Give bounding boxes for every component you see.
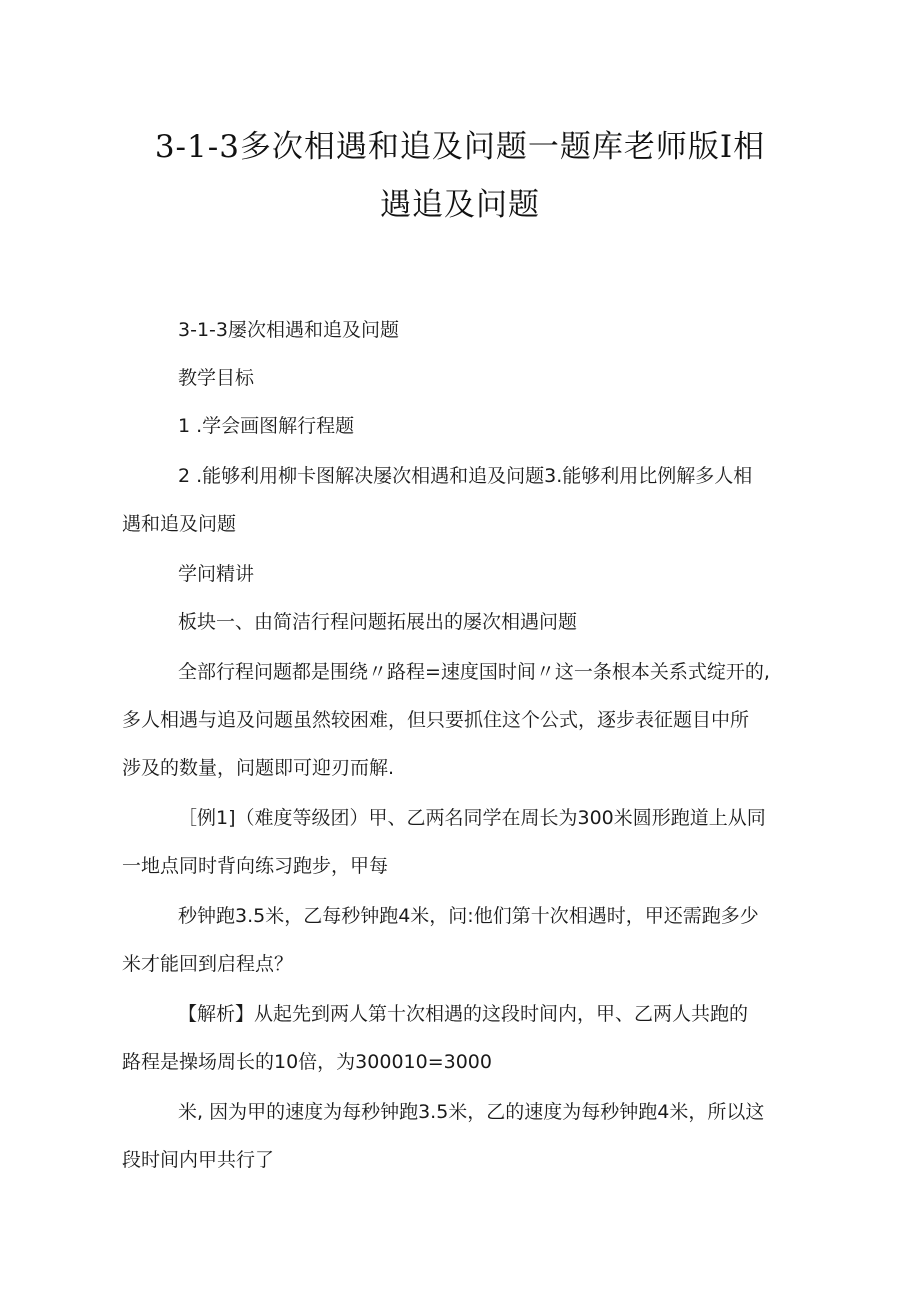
block-heading: 板块一、由简洁行程问题拓展出的屡次相遇问题 bbox=[178, 611, 578, 633]
solution-paragraph-cont: 路程是操场周长的10倍，为300010=3000 bbox=[122, 1051, 492, 1073]
intro-paragraph-cont-1: 多人相遇与追及问题虽然较困难，但只要抓住这个公式，逐步表征题目中所 bbox=[122, 709, 750, 731]
solution-line-3: 米, 因为甲的速度为每秒钟跑3.5米，乙的速度为每秒钟跑4米，所以这 bbox=[178, 1101, 765, 1123]
title-line-2: 遇追及问题 bbox=[380, 187, 540, 223]
goal-item-2-cont: 遇和追及问题 bbox=[122, 513, 237, 535]
intro-paragraph-cont-2: 涉及的数量，问题即可迎刃而解. bbox=[122, 757, 395, 779]
solution-paragraph: 【解析】从起先到两人第十次相遇的这段时间内，甲、乙两人共跑的 bbox=[178, 1003, 749, 1025]
title-line-1: 3-1-3多次相遇和追及问题一题库老师版I相 bbox=[154, 129, 766, 165]
teaching-goals-heading: 教学目标 bbox=[178, 367, 255, 389]
goal-item-2: 2 .能够利用柳卡图解决屡次相遇和追及问题3.能够利用比例解多人相 bbox=[178, 465, 753, 487]
example-1-cont: 一地点同时背向练习跑步，甲每 bbox=[122, 855, 389, 877]
document-title bbox=[120, 118, 800, 234]
example-1-line-4: 米才能回到启程点？ bbox=[122, 953, 294, 975]
knowledge-heading: 学问精讲 bbox=[178, 563, 255, 585]
goal-item-1: 1 .学会画图解行程题 bbox=[178, 415, 355, 437]
example-1-line-3: 秒钟跑3.5米，乙每秒钟跑4米，问:他们第十次相遇时，甲还需跑多少 bbox=[178, 905, 759, 927]
section-heading: 3-1-3屡次相遇和追及问题 bbox=[178, 319, 399, 341]
solution-line-4: 段时间内甲共行了 bbox=[122, 1149, 275, 1171]
example-1: ［例1]（难度等级团）甲、乙两名同学在周长为300米圆形跑道上从同 bbox=[178, 807, 766, 829]
intro-paragraph: 全部行程问题都是围绕〃路程=速度国时间〃这一条根本关系式绽开的, bbox=[178, 661, 770, 683]
